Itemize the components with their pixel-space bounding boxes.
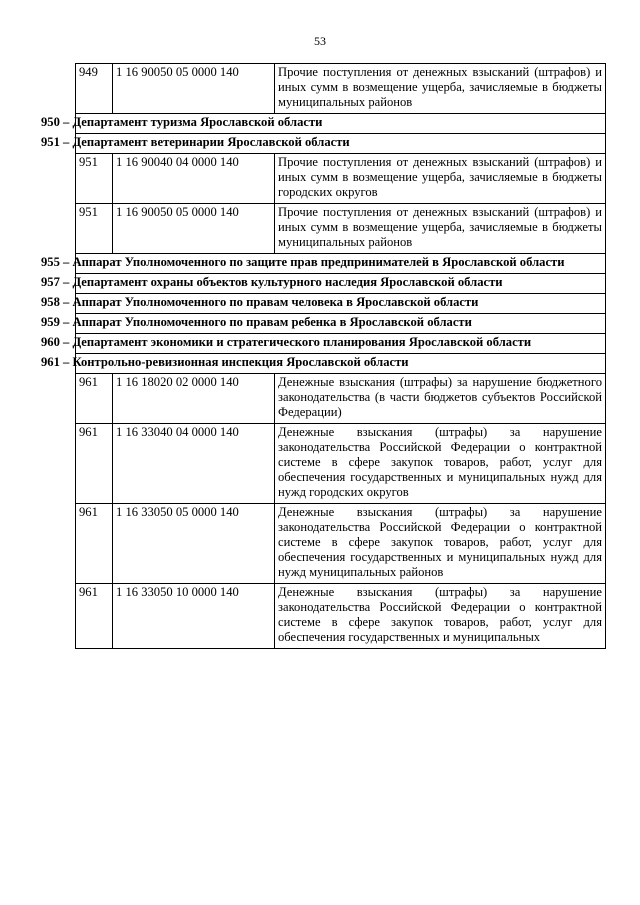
section-heading: 958 – Аппарат Уполномоченного по правам человека в Ярославской области — [76, 294, 606, 314]
revenue-name-cell: Прочие поступления от денежных взысканий (штрафов) и иных сумм в возмещение ущерба, зачисляемые в бюджеты муниципальных районов — [275, 204, 606, 254]
table-row — [76, 154, 606, 204]
revenue-name-cell: Прочие поступления от денежных взысканий (штрафов) и иных сумм в возмещение ущерба, зачисляемые в бюджеты муниципальных районов — [275, 64, 606, 114]
table-row — [76, 64, 606, 114]
section-heading-row — [76, 274, 606, 294]
revenue-code-cell: 1 16 90040 04 0000 140 — [113, 154, 275, 204]
section-heading: 950 – Департамент туризма Ярославской области — [76, 114, 606, 134]
section-heading: 957 – Департамент охраны объектов культурного наследия Ярославской области — [76, 274, 606, 294]
table-row — [76, 424, 606, 504]
admin-code-cell: 961 — [76, 504, 113, 584]
section-heading: 961 – Контрольно-ревизионная инспекция Ярославской области — [76, 354, 606, 374]
revenue-name-cell: Денежные взыскания (штрафы) за нарушение бюджетного законодательства (в части бюджетов субъектов Российской Федерации) — [275, 374, 606, 424]
section-heading-row — [76, 294, 606, 314]
revenue-name-cell: Денежные взыскания (штрафы) за нарушение законодательства Российской Федерации о контрактной системе в сфере закупок товаров, работ, услуг для обеспечения государственных и муниципальных нужд для нужд городских округов — [275, 424, 606, 504]
section-heading: 951 – Департамент ветеринарии Ярославской области — [76, 134, 606, 154]
admin-code-cell: 949 — [76, 64, 113, 114]
table-row — [76, 504, 606, 584]
admin-code-cell: 951 — [76, 154, 113, 204]
section-heading: 955 – Аппарат Уполномоченного по защите прав предпринимателей в Ярославской области — [76, 254, 606, 274]
revenue-code-cell: 1 16 33040 04 0000 140 — [113, 424, 275, 504]
section-heading-row — [76, 334, 606, 354]
admin-code-cell: 961 — [76, 584, 113, 649]
table-row — [76, 374, 606, 424]
revenue-code-cell: 1 16 90050 05 0000 140 — [113, 64, 275, 114]
table-body — [41, 64, 606, 649]
admin-code-cell: 961 — [76, 424, 113, 504]
section-heading-row — [76, 254, 606, 274]
admin-code-cell: 961 — [76, 374, 113, 424]
revenue-code-cell: 1 16 90050 05 0000 140 — [113, 204, 275, 254]
page-number: 53 — [314, 34, 326, 48]
section-heading-row — [76, 314, 606, 334]
revenue-codes-table — [41, 63, 606, 649]
revenue-code-cell: 1 16 33050 05 0000 140 — [113, 504, 275, 584]
section-heading-row — [76, 134, 606, 154]
table-row — [76, 584, 606, 649]
section-heading-row — [76, 354, 606, 374]
revenue-name-cell: Денежные взыскания (штрафы) за нарушение законодательства Российской Федерации о контрактной системе в сфере закупок товаров, работ, услуг для обеспечения государственных и муниципальных — [275, 584, 606, 649]
revenue-name-cell: Денежные взыскания (штрафы) за нарушение законодательства Российской Федерации о контрактной системе в сфере закупок товаров, работ, услуг для обеспечения государственных и муниципальных нужд для нужд муниципальных районов — [275, 504, 606, 584]
section-heading: 959 – Аппарат Уполномоченного по правам ребенка в Ярославской области — [76, 314, 606, 334]
table-row — [76, 204, 606, 254]
revenue-name-cell: Прочие поступления от денежных взысканий (штрафов) и иных сумм в возмещение ущерба, зачисляемые в бюджеты городских округов — [275, 154, 606, 204]
section-heading-row — [76, 114, 606, 134]
revenue-code-cell: 1 16 33050 10 0000 140 — [113, 584, 275, 649]
section-heading: 960 – Департамент экономики и стратегического планирования Ярославской области — [76, 334, 606, 354]
revenue-code-cell: 1 16 18020 02 0000 140 — [113, 374, 275, 424]
admin-code-cell: 951 — [76, 204, 113, 254]
